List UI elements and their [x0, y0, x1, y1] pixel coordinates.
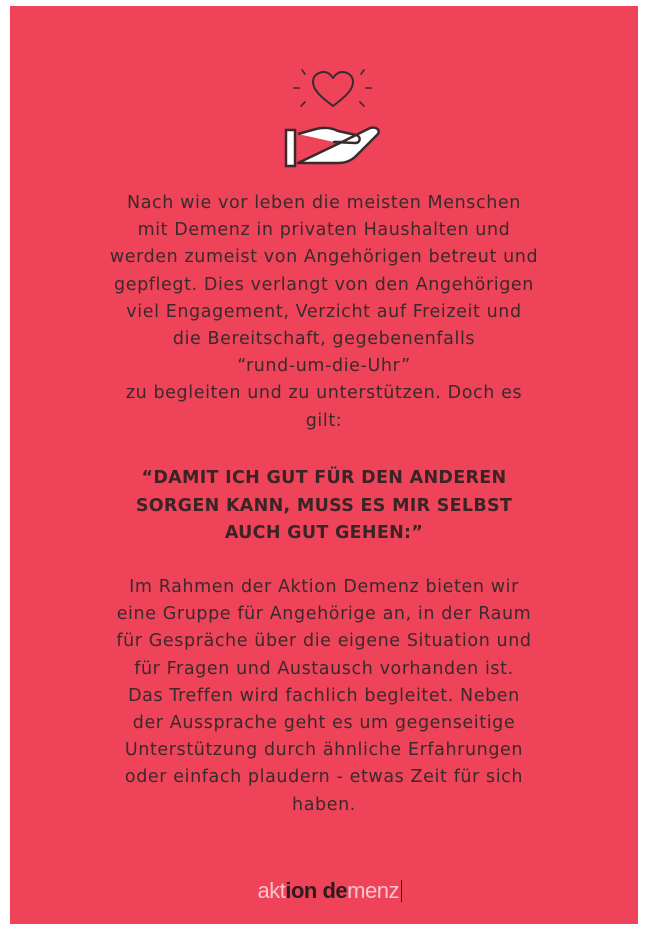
- intro-line: mit Demenz in privaten Haushalten und: [137, 220, 511, 241]
- logo-text: akt: [257, 878, 286, 903]
- quote-line: AUCH GUT GEHEN:”: [224, 523, 424, 543]
- offer-line: für Fragen und Austausch vorhanden ist.: [134, 658, 514, 679]
- offer-line: haben.: [292, 794, 356, 815]
- quote-line: “DAMIT ICH GUT FÜR DEN ANDEREN: [141, 468, 507, 488]
- offer-line: der Aussprache geht es um gegenseitige: [132, 713, 516, 734]
- logo-bar: [401, 880, 403, 902]
- logo-text: z: [388, 878, 399, 903]
- logo-text: men: [347, 878, 389, 903]
- intro-line: gilt:: [305, 410, 343, 431]
- intro-line: die Bereitschaft, gegebenenfalls: [172, 329, 476, 350]
- intro-line: gepflegt. Dies verlangt von den Angehörigen: [114, 274, 534, 295]
- intro-line: werden zumeist von Angehörigen betreut und: [109, 247, 539, 268]
- offer-paragraph: [30, 574, 618, 819]
- offer-line: für Gespräche über die eigene Situation und: [116, 631, 532, 652]
- aktion-demenz-logo: [200, 878, 460, 904]
- flyer-page: [10, 6, 638, 924]
- intro-line: zu begleiten und zu unterstützen. Doch es: [125, 383, 523, 404]
- logo-text: de: [316, 878, 348, 903]
- offer-line: oder einfach plaudern - etwas Zeit für sich: [124, 767, 524, 788]
- intro-line: viel Engagement, Verzicht auf Freizeit und: [126, 301, 522, 322]
- intro-line: Nach wie vor leben die meisten Menschen: [127, 193, 521, 213]
- quote-line: SORGEN KANN, MUSS ES MIR SELBST: [135, 495, 513, 516]
- hand-holding-heart-icon: [272, 62, 392, 174]
- intro-line: “rund-um-die-Uhr”: [237, 356, 411, 377]
- offer-line: Im Rahmen der Aktion Demenz bieten wir: [129, 577, 519, 597]
- offer-line: Das Treffen wird fachlich begleitet. Neben: [128, 685, 520, 706]
- logo-text: ion: [285, 878, 317, 903]
- offer-line: eine Gruppe für Angehörige an, in der Raum: [116, 604, 532, 625]
- offer-line: Unterstützung durch ähnliche Erfahrungen: [124, 740, 524, 761]
- intro-paragraph: [30, 190, 618, 435]
- highlight-quote: [30, 465, 618, 548]
